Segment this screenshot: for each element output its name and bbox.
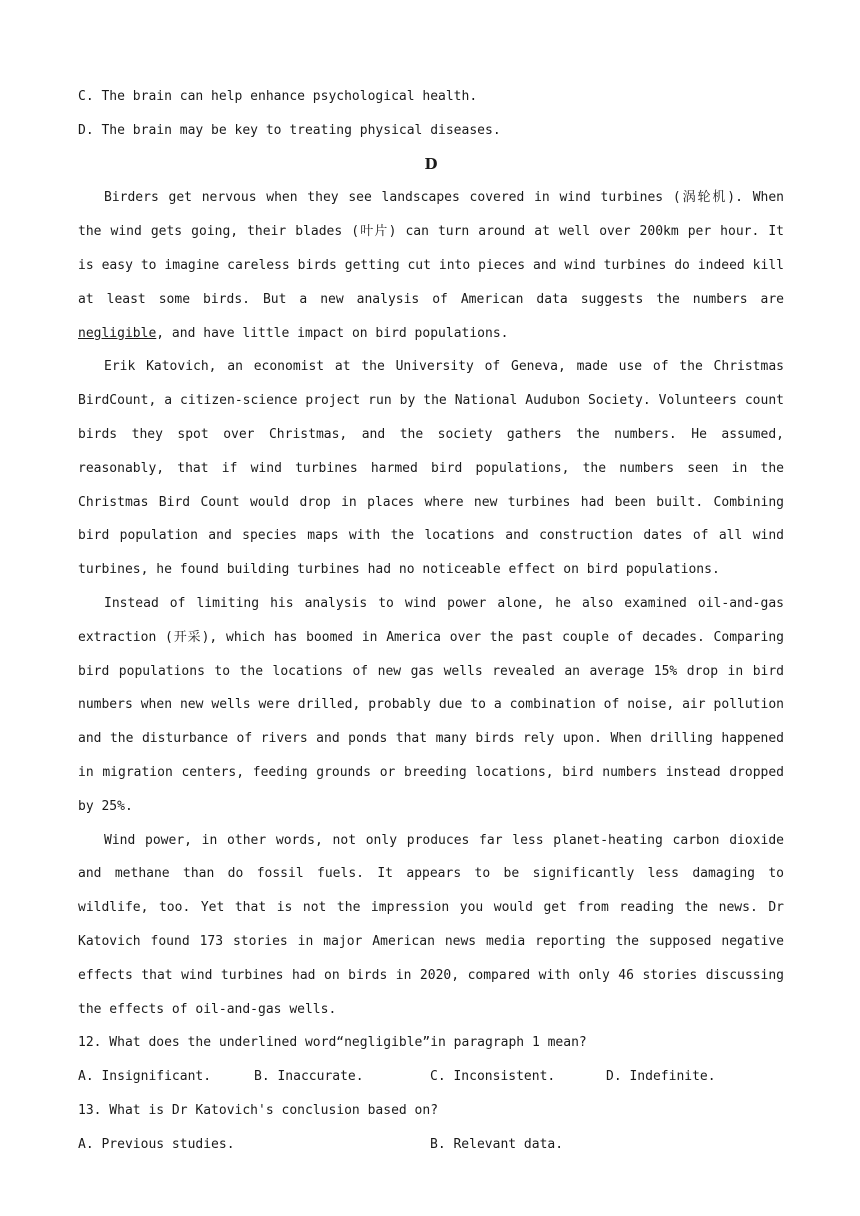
question-12-options [78, 1060, 784, 1094]
q13-option-a: A. Previous studies. [78, 1136, 235, 1152]
q12-option-b: B. Inaccurate. [254, 1069, 364, 1085]
paragraph-1-text-a: Birders get nervous when they see landscapes covered in wind turbines (涡轮机). When the wind gets going, their blades (叶片) can turn around at well over 200km per hour. It is easy to imagine careless birds getting cut into pieces and wind turbines do indeed kill at least some birds. But a new analysis of American data suggests the numbers are [78, 190, 784, 307]
question-12: 12. What does the underlined word“negligible”in paragraph 1 mean? [78, 1035, 587, 1051]
q12-option-a: A. Insignificant. [78, 1069, 212, 1085]
q12-option-d: D. Indefinite. [606, 1069, 716, 1085]
underlined-word: negligible [78, 325, 157, 341]
prev-option-c: C. The brain can help enhance psychological health. [78, 89, 478, 104]
question-13-options [78, 1128, 784, 1162]
q12-option-c: C. Inconsistent. [430, 1069, 556, 1085]
prev-option-d: D. The brain may be key to treating physical diseases. [78, 122, 501, 138]
q13-option-b: B. Relevant data. [430, 1136, 564, 1152]
passage-content [78, 80, 784, 1162]
question-13: 13. What is Dr Katovich's conclusion based on? [78, 1102, 439, 1118]
paragraph-2: Erik Katovich, an economist at the University of Geneva, made use of the Christmas BirdCount, a citizen-science project run by the National Audubon Society. Volunteers count birds they spot over Christmas, and the society gathers the numbers. He assumed, reasonably, that if wind turbines harmed bird populations, the numbers seen in the Christmas Bird Count would drop in places where new turbines had been built. Combining bird population and species maps with the locations and construction dates of all wind turbines, he found building turbines had no noticeable effect on bird populations. [78, 359, 784, 578]
paragraph-1 [78, 181, 784, 350]
paragraph-4: Wind power, in other words, not only produces far less planet-heating carbon dioxide and methane than do fossil fuels. It appears to be significantly less damaging to wildlife, too. Yet that is not the impression you would get from reading the news. Dr Katovich found 173 stories in major American news media reporting the supposed negative effects that wind turbines had on birds in 2020, compared with only 46 stories discussing the effects of oil-and-gas wells. [78, 832, 784, 1017]
paragraph-3: Instead of limiting his analysis to wind power alone, he also examined oil-and-gas extraction (开采), which has boomed in America over the past couple of decades. Comparing bird populations to the locations of new gas wells revealed an average 15% drop in bird numbers when new wells were drilled, probably due to a combination of noise, air pollution and the disturbance of rivers and ponds that many birds rely upon. When drilling happened in migration centers, feeding grounds or breeding locations, bird numbers instead dropped by 25%. [78, 595, 784, 814]
paragraph-1-text-b: , and have little impact on bird populations. [156, 325, 509, 341]
section-heading: D [424, 154, 438, 173]
